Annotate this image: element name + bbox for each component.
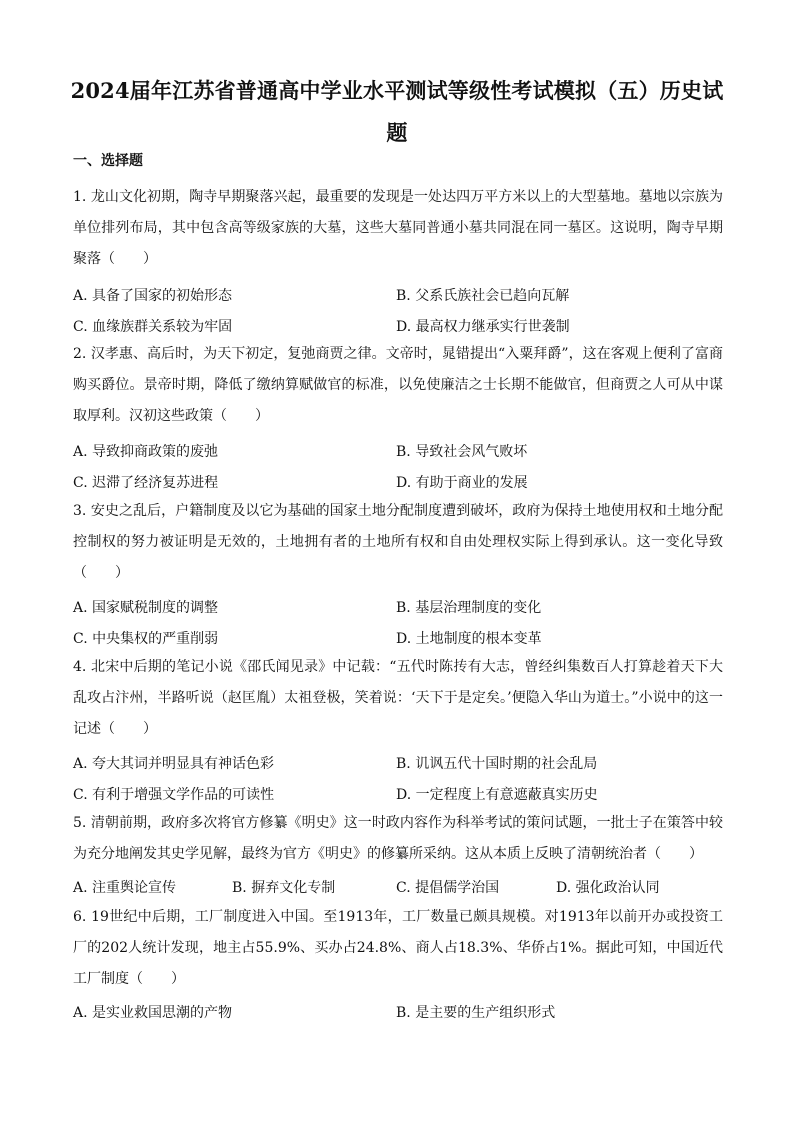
question-3-option-d[interactable]: D. 土地制度的根本变革 [396,631,542,647]
section-heading: 一、选择题 [73,153,143,169]
page-title: 2024届年江苏省普通高中学业水平测试等级性考试模拟（五）历史试题 [70,78,724,145]
question-3-option-c[interactable]: C. 中央集权的严重削弱 [73,631,219,647]
question-5-option-b[interactable]: B. 摒弃文化专制 [232,880,336,896]
question-3-option-a[interactable]: A. 国家赋税制度的调整 [73,600,219,616]
question-2-option-b[interactable]: B. 导致社会风气败坏 [396,444,528,460]
question-4-option-c[interactable]: C. 有利于增强文学作品的可读性 [73,787,275,803]
question-1-option-c[interactable]: C. 血缘族群关系较为牢固 [73,319,233,335]
question-3-option-b[interactable]: B. 基层治理制度的变化 [396,600,542,616]
question-5-option-d[interactable]: D. 强化政治认同 [556,880,660,896]
question-1-stem: 1. 龙山文化初期，陶寺早期聚落兴起，最重要的发现是一处达四万平方米以上的大型墓地。墓地以宗族为单位排列布局，其中包含高等级家族的大墓，这些大墓同普通小墓共同混在同一墓区。这说明，陶寺早期聚落（ ） [73,189,723,267]
question-6-option-b[interactable]: B. 是主要的生产组织形式 [396,1005,556,1021]
question-6-stem: 6. 19世纪中后期，工厂制度进入中国。至1913年，工厂数量已颇具规模。对1913年以前开办或投资工厂的202人统计发现，地主占55.9%、买办占24.8%、商人占18.3%、华侨占1%。据此可知，中国近代工厂制度（ ） [73,909,723,987]
question-5-stem: 5. 清朝前期，政府多次将官方修纂《明史》这一时政内容作为科举考试的策问试题，一批士子在策答中较为充分地阐发其史学见解，最终为官方《明史》的修纂所采纳。这从本质上反映了清朝统治者（ ） [73,815,723,862]
question-2-option-d[interactable]: D. 有助于商业的发展 [396,475,528,491]
question-4-option-d[interactable]: D. 一定程度上有意遮蔽真实历史 [396,787,598,803]
question-3-stem: 3. 安史之乱后，户籍制度及以它为基础的国家土地分配制度遭到破坏，政府为保持土地使用权和土地分配控制权的努力被证明是无效的，土地拥有者的土地所有权和自由处理权实际上得到承认。这一变化导致（ ） [73,503,723,581]
question-5-option-a[interactable]: A. 注重舆论宣传 [73,880,177,896]
question-2-option-a[interactable]: A. 导致抑商政策的废弛 [73,444,219,460]
question-2-option-c[interactable]: C. 迟滞了经济复苏进程 [73,475,219,491]
question-4-stem: 4. 北宋中后期的笔记小说《邵氏闻见录》中记载：“五代时陈抟有大志，曾经纠集数百人打算趁着天下大乱攻占汴州，半路听说（赵匡胤）太祖登极，笑着说：‘天下于是定矣。’便隐入华山为道士。”小说中的这一记述（ ） [73,659,723,737]
question-4-option-b[interactable]: B. 讥讽五代十国时期的社会乱局 [396,756,598,772]
question-6-option-a[interactable]: A. 是实业救国思潮的产物 [73,1005,233,1021]
question-4-option-a[interactable]: A. 夸大其词并明显具有神话色彩 [73,756,275,772]
question-2-stem: 2. 汉孝惠、高后时，为天下初定，复弛商贾之律。文帝时，晁错提出“入粟拜爵”，这在客观上便利了富商购买爵位。景帝时期，降低了缴纳算赋做官的标准，以免使廉洁之士长期不能做官，但商贾之人可从中谋取厚利。汉初这些政策（ ） [73,346,723,424]
question-5-option-c[interactable]: C. 提倡儒学治国 [396,880,500,896]
question-1-option-a[interactable]: A. 具备了国家的初始形态 [73,288,233,304]
question-1-option-b[interactable]: B. 父系氏族社会已趋向瓦解 [396,288,570,304]
question-1-option-d[interactable]: D. 最高权力继承实行世袭制 [396,319,570,335]
